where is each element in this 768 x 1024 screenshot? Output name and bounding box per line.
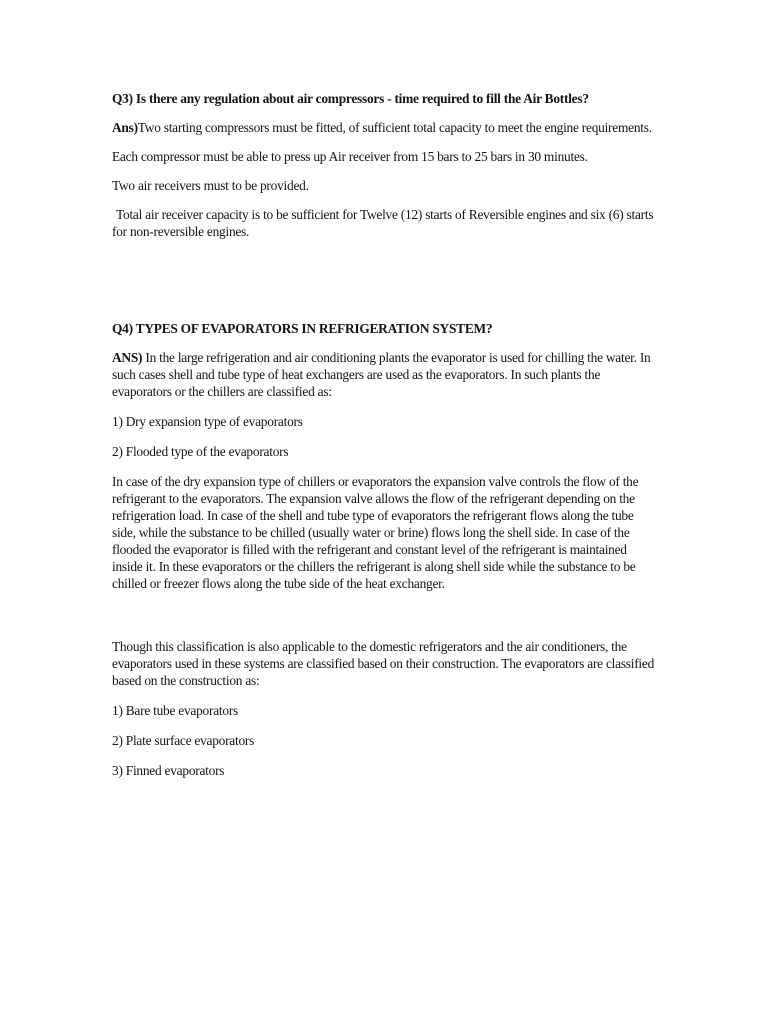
q3-paragraph-compressor: Each compressor must be able to press up Air receiver from 15 bars to 25 bars in 30 minutes.	[112, 149, 588, 164]
document-page	[112, 90, 660, 779]
q3-paragraph-capacity: Total air receiver capacity is to be sufficient for Twelve (12) starts of Reversible engines and six (6) starts for non-reversible engines.	[112, 207, 654, 239]
q4-answer-text: In the large refrigeration and air conditioning plants the evaporator is used for chilling the water. In such cases shell and tube type of heat exchangers are used as the evaporators. In such plants the evaporators or the chillers are classified as:	[112, 350, 651, 399]
list-item-flooded: 2) Flooded type of the evaporators	[112, 444, 289, 459]
list-item-plate-surface: 2) Plate surface evaporators	[112, 733, 255, 748]
q3-answer	[112, 119, 660, 136]
q3-question: Q3) Is there any regulation about air compressors - time required to fill the Air Bottles?	[112, 91, 589, 106]
q4-answer-label: ANS)	[112, 350, 143, 365]
q4-paragraph-detail: In case of the dry expansion type of chillers or evaporators the expansion valve controls the flow of the refrigerant to the evaporators. The expansion valve allows the flow of the refrigerant depending on the refrigeration load. In case of the shell and tube type of evaporators the refrigerant flows along the tube side, while the substance to be chilled (usually water or brine) flows long the shell side. In case of the flooded the evaporator is filled with the refrigerant and constant level of the refrigerant is maintained inside it. In these evaporators or the chillers the refrigerant is along shell side while the substance to be chilled or freezer flows along the tube side of the heat exchanger.	[112, 474, 639, 591]
list-item-finned: 3) Finned evaporators	[112, 763, 225, 778]
list-item-bare-tube: 1) Bare tube evaporators	[112, 703, 238, 718]
q4-answer	[112, 349, 660, 400]
q3-answer-label: Ans)	[112, 120, 138, 135]
q3-answer-text: Two starting compressors must be fitted, of sufficient total capacity to meet the engine requirements.	[137, 120, 652, 135]
q4-question: Q4) TYPES OF EVAPORATORS IN REFRIGERATION SYSTEM?	[112, 321, 493, 336]
list-item-dry-expansion: 1) Dry expansion type of evaporators	[112, 414, 303, 429]
q3-paragraph-receivers: Two air receivers must to be provided.	[112, 178, 309, 193]
q4-paragraph-domestic: Though this classification is also applicable to the domestic refrigerators and the air conditioners, the evaporators used in these systems are classified based on their construction. The evaporators are classified based on the construction as:	[112, 639, 655, 688]
